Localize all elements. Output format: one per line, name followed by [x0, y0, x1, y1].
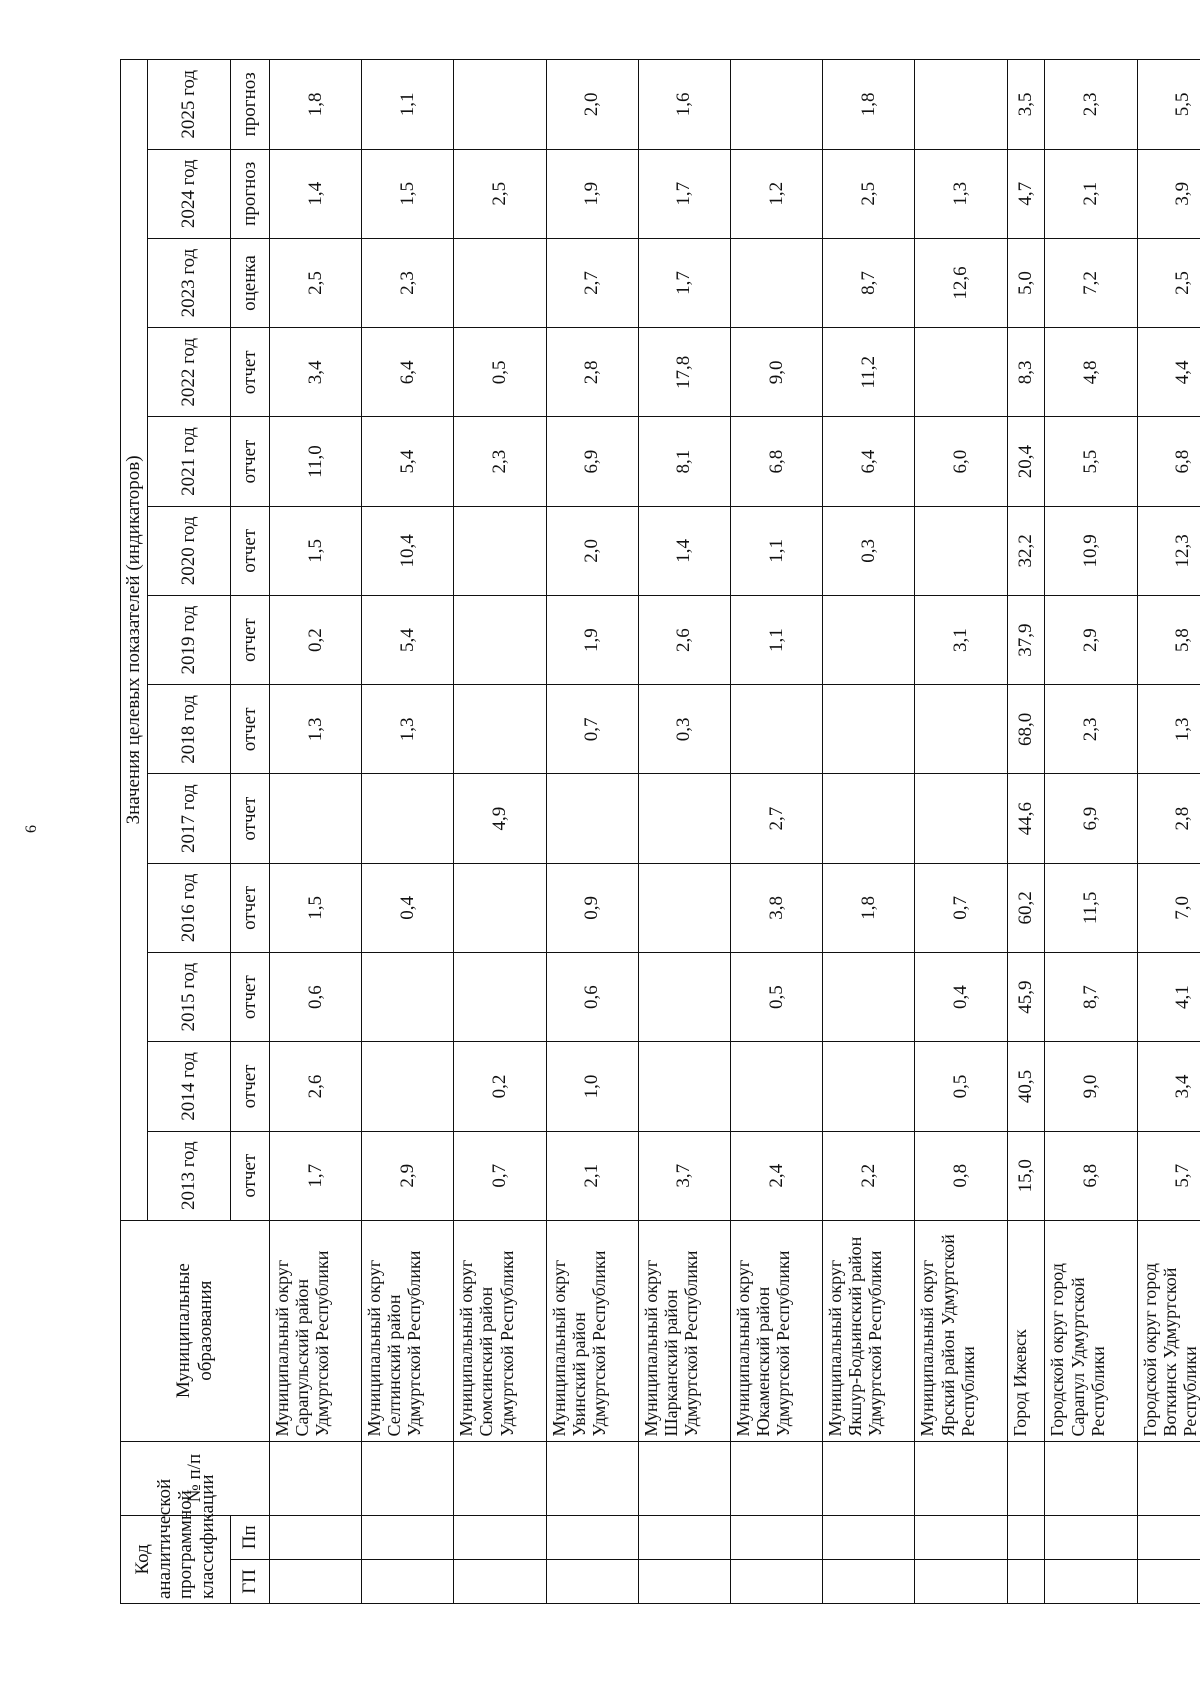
indicator-value: [915, 328, 1007, 417]
indicator-value: 5,8: [1137, 595, 1200, 684]
indicator-value: [454, 60, 546, 150]
indicator-value: [915, 60, 1007, 150]
table-row: [454, 60, 546, 1604]
indicator-value: 0,7: [454, 1131, 546, 1220]
indicator-value: 2,6: [269, 1042, 361, 1131]
table-row: [362, 60, 454, 1604]
indicator-value: 2,3: [454, 417, 546, 506]
indicator-value: [823, 1042, 915, 1131]
indicator-value: 1,4: [269, 149, 361, 238]
indicator-value: 68,0: [1007, 685, 1045, 774]
empty-cell: [730, 1441, 822, 1515]
year-header: 2020 год: [147, 506, 230, 595]
indicator-value: 1,4: [638, 506, 730, 595]
indicator-value: 8,7: [823, 238, 915, 327]
indicator-value: 2,3: [1045, 685, 1137, 774]
indicator-value: 0,6: [546, 953, 638, 1042]
value-kind-header: отчет: [230, 863, 269, 952]
indicator-value: [454, 685, 546, 774]
indicator-value: 60,2: [1007, 863, 1045, 952]
empty-cell: [1137, 1441, 1200, 1515]
indicator-value: 0,9: [546, 863, 638, 952]
municipality-name: Муниципальный округ Юкаменский район Удмуртской Республики: [730, 1220, 822, 1441]
indicator-value: 6,8: [730, 417, 822, 506]
empty-cell: [1007, 1515, 1045, 1559]
indicator-value: 1,1: [362, 60, 454, 150]
indicator-value: 1,8: [823, 863, 915, 952]
indicator-value: 3,1: [915, 595, 1007, 684]
indicator-value: 1,3: [1137, 685, 1200, 774]
indicator-value: 1,7: [638, 149, 730, 238]
indicator-value: 7,2: [1045, 238, 1137, 327]
indicator-value: [730, 1042, 822, 1131]
value-kind-header: отчет: [230, 1042, 269, 1131]
empty-cell: [546, 1515, 638, 1559]
indicator-value: 2,0: [546, 60, 638, 150]
indicator-value: [454, 953, 546, 1042]
indicator-value: 1,5: [269, 863, 361, 952]
indicator-value: 4,9: [454, 774, 546, 863]
indicator-value: 8,1: [638, 417, 730, 506]
table-row: [1137, 60, 1200, 1604]
table-row: [1007, 60, 1045, 1604]
year-header: 2015 год: [147, 953, 230, 1042]
empty-cell: [823, 1441, 915, 1515]
empty-cell: [823, 1515, 915, 1559]
indicator-value: 1,5: [362, 149, 454, 238]
indicator-value: [362, 953, 454, 1042]
indicator-value: 2,3: [1045, 60, 1137, 150]
indicator-value: 2,4: [730, 1131, 822, 1220]
indicator-value: 3,4: [1137, 1042, 1200, 1131]
year-header: 2021 год: [147, 417, 230, 506]
code-group-header: Код аналитической программной классификации: [121, 1515, 231, 1603]
indicator-value: 3,9: [1137, 149, 1200, 238]
indicator-value: [730, 685, 822, 774]
indicator-value: 4,4: [1137, 328, 1200, 417]
indicator-value: 4,7: [1007, 149, 1045, 238]
empty-cell: [638, 1441, 730, 1515]
empty-cell: [1137, 1559, 1200, 1603]
indicator-value: 12,6: [915, 238, 1007, 327]
indicator-value: 2,2: [823, 1131, 915, 1220]
value-kind-header: прогноз: [230, 60, 269, 150]
value-kind-header: прогноз: [230, 149, 269, 238]
indicator-value: 10,9: [1045, 506, 1137, 595]
value-kind-header: отчет: [230, 953, 269, 1042]
table-row: [915, 60, 1007, 1604]
indicator-value: 2,7: [546, 238, 638, 327]
page-number: 6: [23, 825, 40, 833]
empty-cell: [1007, 1441, 1045, 1515]
municipality-name: Муниципальный округ Сарапульский район Удмуртской Республики: [269, 1220, 361, 1441]
empty-cell: [730, 1559, 822, 1603]
indicator-value: 40,5: [1007, 1042, 1045, 1131]
indicator-value: 0,4: [915, 953, 1007, 1042]
indicator-value: 5,4: [362, 417, 454, 506]
empty-cell: [823, 1559, 915, 1603]
indicator-value: 15,0: [1007, 1131, 1045, 1220]
year-header: 2013 год: [147, 1131, 230, 1220]
indicator-value: 2,1: [546, 1131, 638, 1220]
indicators-table: [120, 59, 1200, 1604]
indicator-value: [823, 953, 915, 1042]
empty-cell: [1045, 1441, 1137, 1515]
table-rotated-container: [120, 59, 1200, 1604]
table-row: [823, 60, 915, 1604]
indicator-value: 0,5: [454, 328, 546, 417]
empty-cell: [915, 1515, 1007, 1559]
value-kind-header: отчет: [230, 595, 269, 684]
indicator-value: [638, 953, 730, 1042]
empty-cell: [269, 1515, 361, 1559]
year-header: 2018 год: [147, 685, 230, 774]
indicator-value: 0,3: [823, 506, 915, 595]
indicator-value: 2,8: [1137, 774, 1200, 863]
year-header: 2024 год: [147, 149, 230, 238]
year-header: 2016 год: [147, 863, 230, 952]
indicator-value: 6,0: [915, 417, 1007, 506]
year-header: 2022 год: [147, 328, 230, 417]
indicator-value: [454, 506, 546, 595]
indicator-value: 0,7: [546, 685, 638, 774]
value-kind-header: отчет: [230, 417, 269, 506]
indicator-value: 3,7: [638, 1131, 730, 1220]
empty-cell: [915, 1559, 1007, 1603]
indicator-value: 2,5: [1137, 238, 1200, 327]
year-header: 2019 год: [147, 595, 230, 684]
value-kind-header: отчет: [230, 685, 269, 774]
indicator-value: 2,6: [638, 595, 730, 684]
empty-cell: [915, 1441, 1007, 1515]
empty-cell: [730, 1515, 822, 1559]
municipality-name: Муниципальный округ Якшур-Бодьинский район Удмуртской Республики: [823, 1220, 915, 1441]
municipality-name: Муниципальный округ Увинский район Удмуртской Республики: [546, 1220, 638, 1441]
gp-header: ГП: [230, 1559, 269, 1603]
indicator-value: 2,5: [454, 149, 546, 238]
indicator-value: 1,6: [638, 60, 730, 150]
indicator-value: 2,9: [362, 1131, 454, 1220]
indicator-value: 8,7: [1045, 953, 1137, 1042]
empty-cell: [362, 1559, 454, 1603]
year-header: 2014 год: [147, 1042, 230, 1131]
empty-cell: [362, 1441, 454, 1515]
indicator-value: 2,1: [1045, 149, 1137, 238]
indicator-value: 0,7: [915, 863, 1007, 952]
empty-cell: [269, 1559, 361, 1603]
indicator-value: [915, 685, 1007, 774]
indicator-value: 0,2: [454, 1042, 546, 1131]
municipality-name: Городской округ город Сарапул Удмуртской Республики: [1045, 1220, 1137, 1441]
indicator-value: 1,9: [546, 595, 638, 684]
indicator-value: 1,8: [269, 60, 361, 150]
indicator-value: 9,0: [730, 328, 822, 417]
municipality-name: Муниципальный округ Селтинский район Удмуртской Республики: [362, 1220, 454, 1441]
indicator-value: 6,9: [1045, 774, 1137, 863]
pp-header: Пп: [230, 1515, 269, 1559]
indicator-value: 7,0: [1137, 863, 1200, 952]
indicator-value: 10,4: [362, 506, 454, 595]
indicator-value: [638, 774, 730, 863]
indicator-value: 1,0: [546, 1042, 638, 1131]
indicator-value: [454, 595, 546, 684]
empty-cell: [454, 1441, 546, 1515]
empty-cell: [454, 1559, 546, 1603]
indicator-value: 1,5: [269, 506, 361, 595]
indicator-value: 5,0: [1007, 238, 1045, 327]
empty-cell: [1137, 1515, 1200, 1559]
indicator-value: 1,1: [730, 506, 822, 595]
indicator-value: 0,8: [915, 1131, 1007, 1220]
indicator-value: 45,9: [1007, 953, 1045, 1042]
num-header: № п/п: [121, 1441, 270, 1515]
indicator-value: 2,9: [1045, 595, 1137, 684]
indicator-value: 1,7: [269, 1131, 361, 1220]
indicator-value: 6,9: [546, 417, 638, 506]
table-row: [730, 60, 822, 1604]
indicator-value: [638, 1042, 730, 1131]
table-row: [269, 60, 361, 1604]
empty-cell: [362, 1515, 454, 1559]
indicator-value: [915, 506, 1007, 595]
indicator-value: [730, 60, 822, 150]
indicator-value: 4,1: [1137, 953, 1200, 1042]
municipality-name: Городской округ город Воткинск Удмуртской Республики: [1137, 1220, 1200, 1441]
empty-cell: [454, 1515, 546, 1559]
indicator-value: [454, 238, 546, 327]
value-kind-header: отчет: [230, 774, 269, 863]
indicator-value: 2,0: [546, 506, 638, 595]
empty-cell: [638, 1559, 730, 1603]
indicator-value: 9,0: [1045, 1042, 1137, 1131]
indicator-value: [546, 774, 638, 863]
indicator-value: [915, 774, 1007, 863]
indicator-value: 1,9: [546, 149, 638, 238]
indicator-value: [269, 774, 361, 863]
value-kind-header: оценка: [230, 238, 269, 327]
empty-cell: [1045, 1559, 1137, 1603]
empty-cell: [269, 1441, 361, 1515]
indicator-value: 6,8: [1137, 417, 1200, 506]
indicator-value: 1,3: [362, 685, 454, 774]
municipality-name: Муниципальный округ Сюмсинский район Удмуртской Республики: [454, 1220, 546, 1441]
indicator-value: 12,3: [1137, 506, 1200, 595]
indicator-value: 5,5: [1137, 60, 1200, 150]
indicator-value: 8,3: [1007, 328, 1045, 417]
indicator-value: 0,6: [269, 953, 361, 1042]
indicator-value: 0,2: [269, 595, 361, 684]
year-header: 2017 год: [147, 774, 230, 863]
empty-cell: [1007, 1559, 1045, 1603]
indicator-value: 5,5: [1045, 417, 1137, 506]
indicator-value: [823, 595, 915, 684]
indicator-value: 2,5: [269, 238, 361, 327]
empty-cell: [1045, 1515, 1137, 1559]
indicator-value: 3,5: [1007, 60, 1045, 150]
indicator-value: 5,4: [362, 595, 454, 684]
indicator-value: 44,6: [1007, 774, 1045, 863]
value-kind-header: отчет: [230, 1131, 269, 1220]
empty-cell: [546, 1441, 638, 1515]
indicator-value: [823, 685, 915, 774]
indicator-value: 1,2: [730, 149, 822, 238]
indicator-value: [730, 238, 822, 327]
indicator-value: 17,8: [638, 328, 730, 417]
indicator-value: 11,0: [269, 417, 361, 506]
indicator-value: [362, 774, 454, 863]
indicator-value: 6,4: [823, 417, 915, 506]
value-kind-header: отчет: [230, 506, 269, 595]
indicator-value: 20,4: [1007, 417, 1045, 506]
indicator-value: 0,3: [638, 685, 730, 774]
indicator-value: 0,5: [730, 953, 822, 1042]
table-row: [1045, 60, 1137, 1604]
municipality-name: Муниципальный округ Ярский район Удмуртской Республики: [915, 1220, 1007, 1441]
indicators-header: Значения целевых показателей (индикаторов): [121, 60, 148, 1221]
municipality-name: Муниципальный округ Шарканский район Удмуртской Республики: [638, 1220, 730, 1441]
indicator-value: 0,4: [362, 863, 454, 952]
indicator-value: 0,5: [915, 1042, 1007, 1131]
indicator-value: [823, 774, 915, 863]
indicator-value: 4,8: [1045, 328, 1137, 417]
indicator-value: 5,7: [1137, 1131, 1200, 1220]
indicator-value: 2,3: [362, 238, 454, 327]
indicator-value: 3,4: [269, 328, 361, 417]
indicator-value: 1,7: [638, 238, 730, 327]
empty-cell: [546, 1559, 638, 1603]
indicator-value: 1,8: [823, 60, 915, 150]
indicator-value: [362, 1042, 454, 1131]
indicator-value: 1,3: [915, 149, 1007, 238]
indicator-value: [454, 863, 546, 952]
indicator-value: 32,2: [1007, 506, 1045, 595]
indicator-value: 2,8: [546, 328, 638, 417]
indicator-value: 11,5: [1045, 863, 1137, 952]
year-header: 2025 год: [147, 60, 230, 150]
municipality-name: Город Ижевск: [1007, 1220, 1045, 1441]
year-header: 2023 год: [147, 238, 230, 327]
indicator-value: 1,3: [269, 685, 361, 774]
value-kind-header: отчет: [230, 328, 269, 417]
indicator-value: 3,8: [730, 863, 822, 952]
indicator-value: 11,2: [823, 328, 915, 417]
indicator-value: 6,4: [362, 328, 454, 417]
indicator-value: 6,8: [1045, 1131, 1137, 1220]
indicator-value: [638, 863, 730, 952]
mo-header: Муниципальные образования: [121, 1220, 270, 1441]
indicator-value: 2,7: [730, 774, 822, 863]
indicator-value: 37,9: [1007, 595, 1045, 684]
indicator-value: 2,5: [823, 149, 915, 238]
table-row: [638, 60, 730, 1604]
table-row: [546, 60, 638, 1604]
empty-cell: [638, 1515, 730, 1559]
indicator-value: 1,1: [730, 595, 822, 684]
